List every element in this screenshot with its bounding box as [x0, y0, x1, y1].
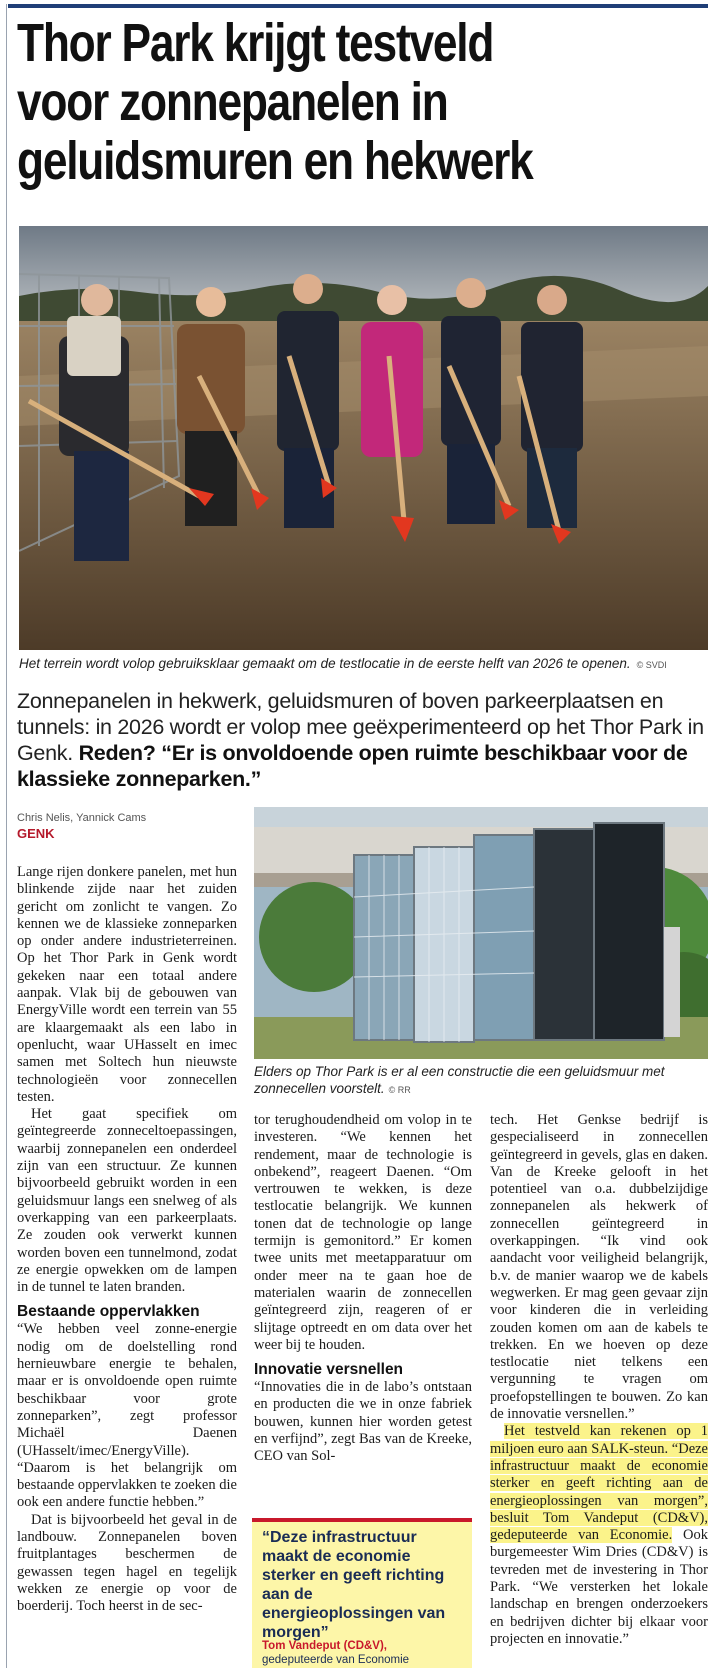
- pull-quote-author: Tom Vandeput (CD&V),: [262, 1640, 388, 1652]
- col2-paragraph-1: tor terughoudendheid om volop in te investeren. “We kennen het rendement, maar de technologie is onbekend”, reageert Daenen. “Om vertrouwen te wekken, is deze testlocatie belangrijk. We kunnen tonen dat de technologie op lange termijn is gemonitord.” Er komen twee units met meetapparatuur om onder meer na te gaan hoe de materialen waarin de zonnecellen geïntegreerd zijn, reageren of er slijtage optreedt en om data over het weer bij te houden.: [254, 1112, 472, 1353]
- col3-paragraph-2-rest: Ook burgemeester Wim Dries (CD&V) is tevreden met de investering in Thor Park. “We versterken het lokale landschap en brengen onderzoekers en bedrijven dichter bij elkaar voor projecten en innovatie.”: [490, 1527, 708, 1647]
- lead-text: Zonnepanelen in hekwerk, geluidsmuren of boven parkeerplaatsen en tunnels: in 2026 wordt er volop mee geëxperimenteerd op het Thor Park in Genk.: [17, 689, 704, 765]
- lead-bold-text: Reden? “Er is onvoldoende open ruimte beschikbaar voor de klassieke zonneparken.”: [17, 741, 688, 791]
- lead-paragraph: [17, 688, 707, 792]
- photo2-caption: [254, 1063, 708, 1099]
- photo2-caption-text: Elders op Thor Park is er al een constructie die een geluidsmuur met zonnecellen voorstelt.: [254, 1064, 665, 1096]
- pull-quote-text: “Deze infrastructuur maakt de economie sterker en geeft richting aan de energieoplossingen van morgen”: [262, 1529, 446, 1641]
- article-column-3: [490, 1112, 708, 1648]
- byline: Chris Nelis, Yannick Cams: [17, 812, 147, 824]
- col1-paragraph-3: “We hebben veel zonne-energie nodig om de doelstelling rond hernieuwbare energie te behalen, maar er is onvoldoende open ruimte beschikbaar voor grote zonneparken”, zegt professor Michaël Daenen (UHasselt/imec/EnergyVille). “Daarom is het belangrijk om bestaande oppervlakken te zoeken die ook een andere functie hebben.”: [17, 1321, 237, 1511]
- article-column-2: [254, 1112, 472, 1466]
- groundbreaking-photo-illustration: [19, 226, 708, 650]
- col3-paragraph-1: tech. Het Genkse bedrijf is gespecialiseerd in zonnecellen geïntegreerd in gevels, glas en daken. Van de Kreeke gelooft in het potentieel van o.a. dubbelzijdige zonnepanelen als hekwerk of zonnecellen geïntegreerd in overkappingen. “Ik vind ook aandacht voor veiligheid belangrijk, b.v. de manier waarop we de kabels wegwerken. Er mag geen gevaar zijn voor kinderen die in verleiding zouden komen om aan de kabels te trekken. En we hoeven op deze testlocatie niet telkens een vergunning te vragen om proefopstellingen te bouwen. Zo kan de innovatie versnellen.”: [490, 1112, 708, 1423]
- col2-paragraph-2: “Innovaties die in de labo’s ontstaan en producten die we in onze fabriek bouwen, kunnen hier worden getest en verfijnd”, zegt Bas van de Kreeke, CEO van Sol-: [254, 1379, 472, 1465]
- noise-barrier-photo-illustration: [254, 807, 708, 1059]
- headline-line-3: geluidsmuren en hekwerk: [17, 131, 533, 191]
- subheading-bestaande-oppervlakken: Bestaande oppervlakken: [17, 1303, 200, 1321]
- photo1-caption-text: Het terrein wordt volop gebruiksklaar gemaakt om de testlocatie in de eerste helft van 2026 te openen.: [19, 656, 631, 671]
- groundbreaking-photo: [19, 226, 708, 650]
- article-headline: [17, 14, 583, 191]
- pull-quote-role: gedeputeerde van Economie: [262, 1654, 410, 1666]
- col1-paragraph-4: Dat is bijvoorbeeld het geval in de landbouw. Zonnepanelen boven fruitplantages beschermen de gewassen tegen hagel en tegelijk wekken ze energie op voor de boerderij. Toch heerst in de sec-: [17, 1511, 237, 1615]
- pull-quote: [252, 1518, 472, 1668]
- headline-line-1: Thor Park krijgt testveld: [17, 13, 494, 73]
- photo1-caption: [19, 656, 708, 671]
- col3-paragraph-2: [490, 1423, 708, 1648]
- col1-paragraph-1: Lange rijen donkere panelen, met hun blinkende zijde naar het zuiden gericht om zonlicht te vangen. Zo kennen we de klassieke zonneparken op onder andere industrieterreinen. Op het Thor Park in Genk wordt gekeken naar een totaal andere aanpak. Vlak bij de gebouwen van EnergyVille wordt een terrein van 55 are klaargemaakt als een labo in openlucht, waar UHasselt en imec samen met Soltech hun nieuwste technologieën voor zonnecellen testen.: [17, 864, 237, 1105]
- headline-line-2: voor zonnepanelen in: [17, 72, 448, 132]
- photo2-credit: © RR: [388, 1085, 411, 1095]
- subheading-innovatie-versnellen: Innovatie versnellen: [254, 1361, 404, 1379]
- photo1-credit: © SVDI: [636, 660, 667, 670]
- highlighted-passage: Het testveld kan rekenen op 1 miljoen euro aan SALK-steun. “Deze infrastructuur maakt de economie sterker en geeft richting aan de energieoplossingen van morgen”, besluit Tom Vandeput (CD&V), gedeputeerde van Economie.: [490, 1423, 708, 1544]
- pull-quote-attribution: [262, 1639, 467, 1667]
- noise-barrier-photo: [254, 807, 708, 1059]
- dateline-place: GENK: [17, 826, 55, 841]
- col1-paragraph-2: Het gaat specifiek om geïntegreerde zonneceltoepassingen, waarbij zonnepanelen een onderdeel zijn van een structuur. Ze kunnen bijvoorbeeld gebruikt worden in een geluidsmuur langs een snelweg of als overkapping van een parkeerplaats. Ze zouden ook verwerkt kunnen worden boven een tunnelmond, zodat ze energie opwekken om de lampen in de tunnel te laten branden.: [17, 1106, 237, 1296]
- left-margin-rule: [6, 4, 7, 1668]
- article-column-1: [17, 864, 237, 1615]
- top-rule: [8, 4, 708, 8]
